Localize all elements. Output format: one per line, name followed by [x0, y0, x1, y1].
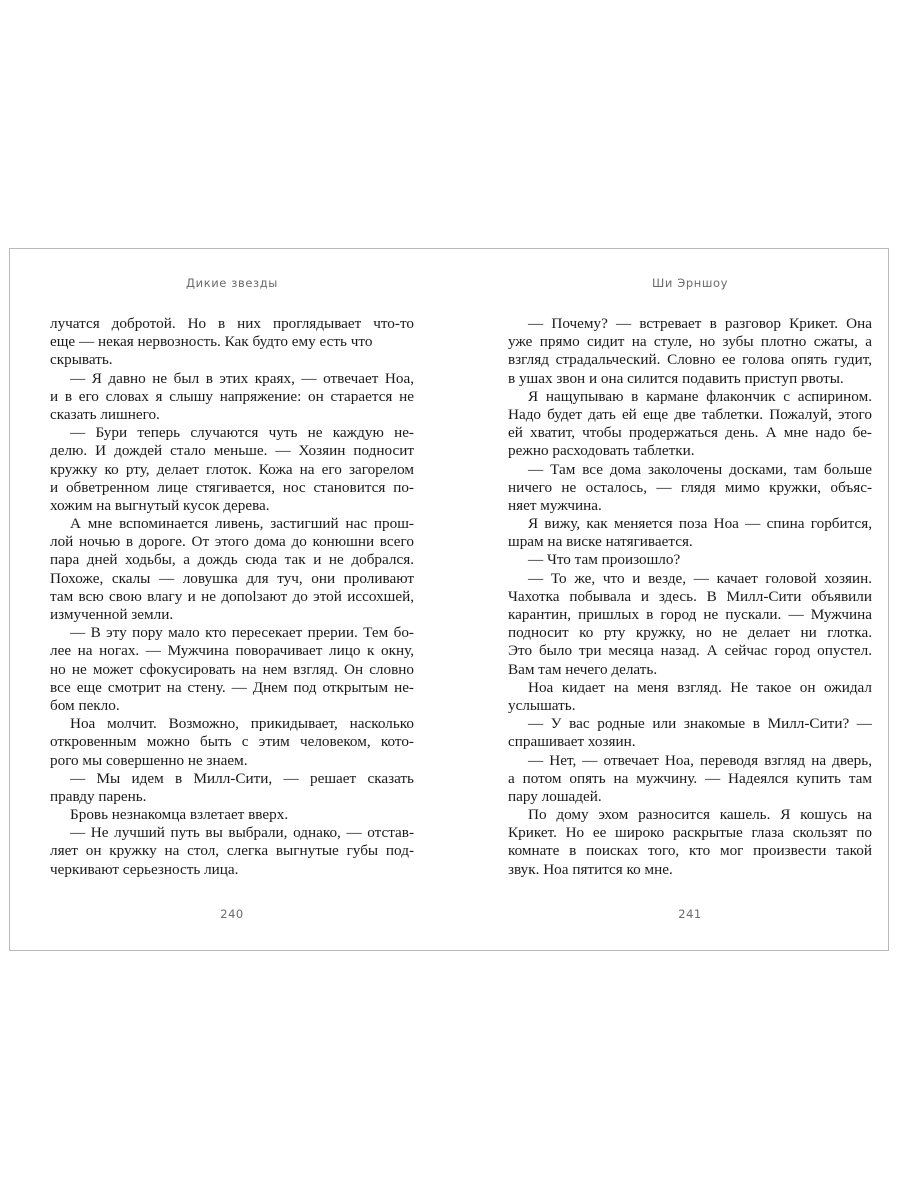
text-line: няет мужчина. [508, 496, 602, 514]
text-line: Я вижу, как меняется поза Ноа — спина горбится, [528, 515, 872, 533]
right-page [508, 249, 872, 949]
text-line: хожим на выгнутый кусок дерева. [50, 496, 270, 514]
text-line: правду парень. [50, 787, 147, 805]
text-line: режно расходовать таблетки. [508, 442, 695, 460]
text-line: ничего не осталось, — глядя мимо кружки, объяс- [508, 478, 872, 496]
text-line: пару лошадей. [508, 787, 602, 805]
left-page [50, 249, 414, 949]
text-line: услышать. [508, 696, 576, 714]
text-line: делю. И дождей стало меньше. — Хозяин подносит [50, 442, 414, 460]
text-line: рого мы совершенно не знаем. [50, 751, 248, 769]
text-line: Ноа кидает на меня взгляд. Не такое он ожидал [528, 678, 872, 696]
text-line: звук. Ноа пятится ко мне. [508, 860, 673, 878]
text-line: Ноа молчит. Возможно, прикидывает, насколько [70, 715, 414, 733]
text-line: — Почему? — встревает в разговор Крикет. Она [528, 315, 872, 332]
text-line: еще — некая нервозность. Как будто ему есть что [50, 333, 373, 351]
text-line: Крикет. Но ее широко раскрытые глаза скользят по [508, 824, 872, 842]
text-line: в ушах звон и она силится подавить приступ рвоты. [508, 369, 844, 387]
text-line: Похоже, скалы — ловушка для туч, они проливают [50, 569, 414, 587]
text-line: и в его словах я слышу напряжение: он старается не [50, 387, 414, 405]
text-line: — Я давно не был в этих краях, — отвечает Ноа, [70, 369, 414, 387]
text-line: — Бури теперь случаются чуть не каждую не- [70, 424, 414, 442]
text-line: ей хватит, чтобы продержаться день. А мне надо бе- [508, 424, 872, 442]
text-line: — Нет, — отвечает Ноа, переводя взгляд на дверь, [528, 751, 872, 769]
text-line: сказать лишнего. [50, 405, 160, 423]
text-line: — Не лучший путь вы выбрали, однако, — отстав- [70, 824, 414, 842]
text-line: лучатся добротой. Но в них проглядывает что-то [50, 315, 414, 332]
text-line: подносит ко рту кружку, но не делает ни глотка. [508, 624, 872, 642]
text-line: комнате в поисках того, кто мог произвести такой [508, 842, 872, 860]
text-line: все еще смотрит на стену. — Днем под открытым не- [50, 678, 414, 696]
text-line: — В эту пору мало кто пересекает прерии. Тем бо- [70, 624, 414, 642]
text-line: лее на ногах. — Мужчина поворачивает лицо к окну, [50, 642, 414, 660]
text-line: Это было три месяца назад. А сейчас город опустел. [508, 642, 872, 660]
text-line: черкивают серьезность лица. [50, 860, 239, 878]
text-line: кружку ко рту, делает глоток. Кожа на его загорелом [50, 460, 414, 478]
right-page-text [508, 315, 872, 879]
text-line: Бровь незнакомца взлетает вверх. [70, 806, 289, 824]
text-line: лой ночью в дороге. От этого дома до конюшни всего [50, 533, 414, 551]
running-head-left: Дикие звезды [186, 276, 278, 290]
text-line: А мне вспоминается ливень, застигший нас прош- [70, 515, 414, 533]
text-line: карантин, пришлых в город не пускали. — Мужчина [508, 606, 872, 623]
text-line: там всю свою влагу и не допolзают до этой иссохшей, [50, 587, 414, 605]
text-line: откровенным можно быть с этим человеком, кото- [50, 733, 414, 751]
text-line: уже прямо сидит на стуле, но зубы плотно сжаты, а [508, 333, 872, 351]
text-line: измученной земли. [50, 606, 174, 623]
text-line: Я нащупываю в кармане флакончик с аспирином. [528, 387, 872, 405]
text-line: но не может сфокусировать на нем взгляд. Он словно [50, 660, 414, 678]
left-page-text [50, 315, 414, 879]
text-line: а потом опять на мужчину. — Надеялся купить там [508, 769, 872, 787]
text-line: взгляд страдальческий. Словно ее голова опять гудит, [508, 351, 872, 369]
text-line: пара дней ходьбы, а дождь сюда так и не добрался. [50, 551, 414, 569]
text-line: бом пекло. [50, 696, 120, 714]
text-line: ляет он кружку на стол, слегка выгнутые губы под- [50, 842, 414, 860]
page-number-right: 241 [678, 907, 702, 921]
text-line: — То же, что и везде, — качает головой хозяин. [528, 569, 872, 587]
text-line: и обветренном лице стягивается, нос становится по- [50, 478, 414, 496]
text-line: Чахотка побывала и здесь. В Милл-Сити объявили [508, 587, 872, 605]
text-line: скрывать. [50, 351, 113, 369]
page-number-left: 240 [220, 907, 244, 921]
text-line: По дому эхом разносится кашель. Я кошусь на [528, 806, 872, 824]
text-line: — Что там произошло? [528, 551, 681, 569]
text-line: Вам там нечего делать. [508, 660, 658, 678]
text-line: спрашивает хозяин. [508, 733, 636, 751]
text-line: шрам на виске натягивается. [508, 533, 693, 551]
text-line: — Там все дома заколочены досками, там больше [528, 460, 872, 478]
text-line: Надо будет дать ей еще две таблетки. Пожалуй, этого [508, 405, 872, 423]
book-spread [9, 248, 889, 951]
text-line: — У вас родные или знакомые в Милл-Сити? — [528, 715, 872, 733]
running-head-right: Ши Эрншоу [651, 276, 729, 290]
text-line: — Мы идем в Милл-Сити, — решает сказать [70, 769, 414, 787]
